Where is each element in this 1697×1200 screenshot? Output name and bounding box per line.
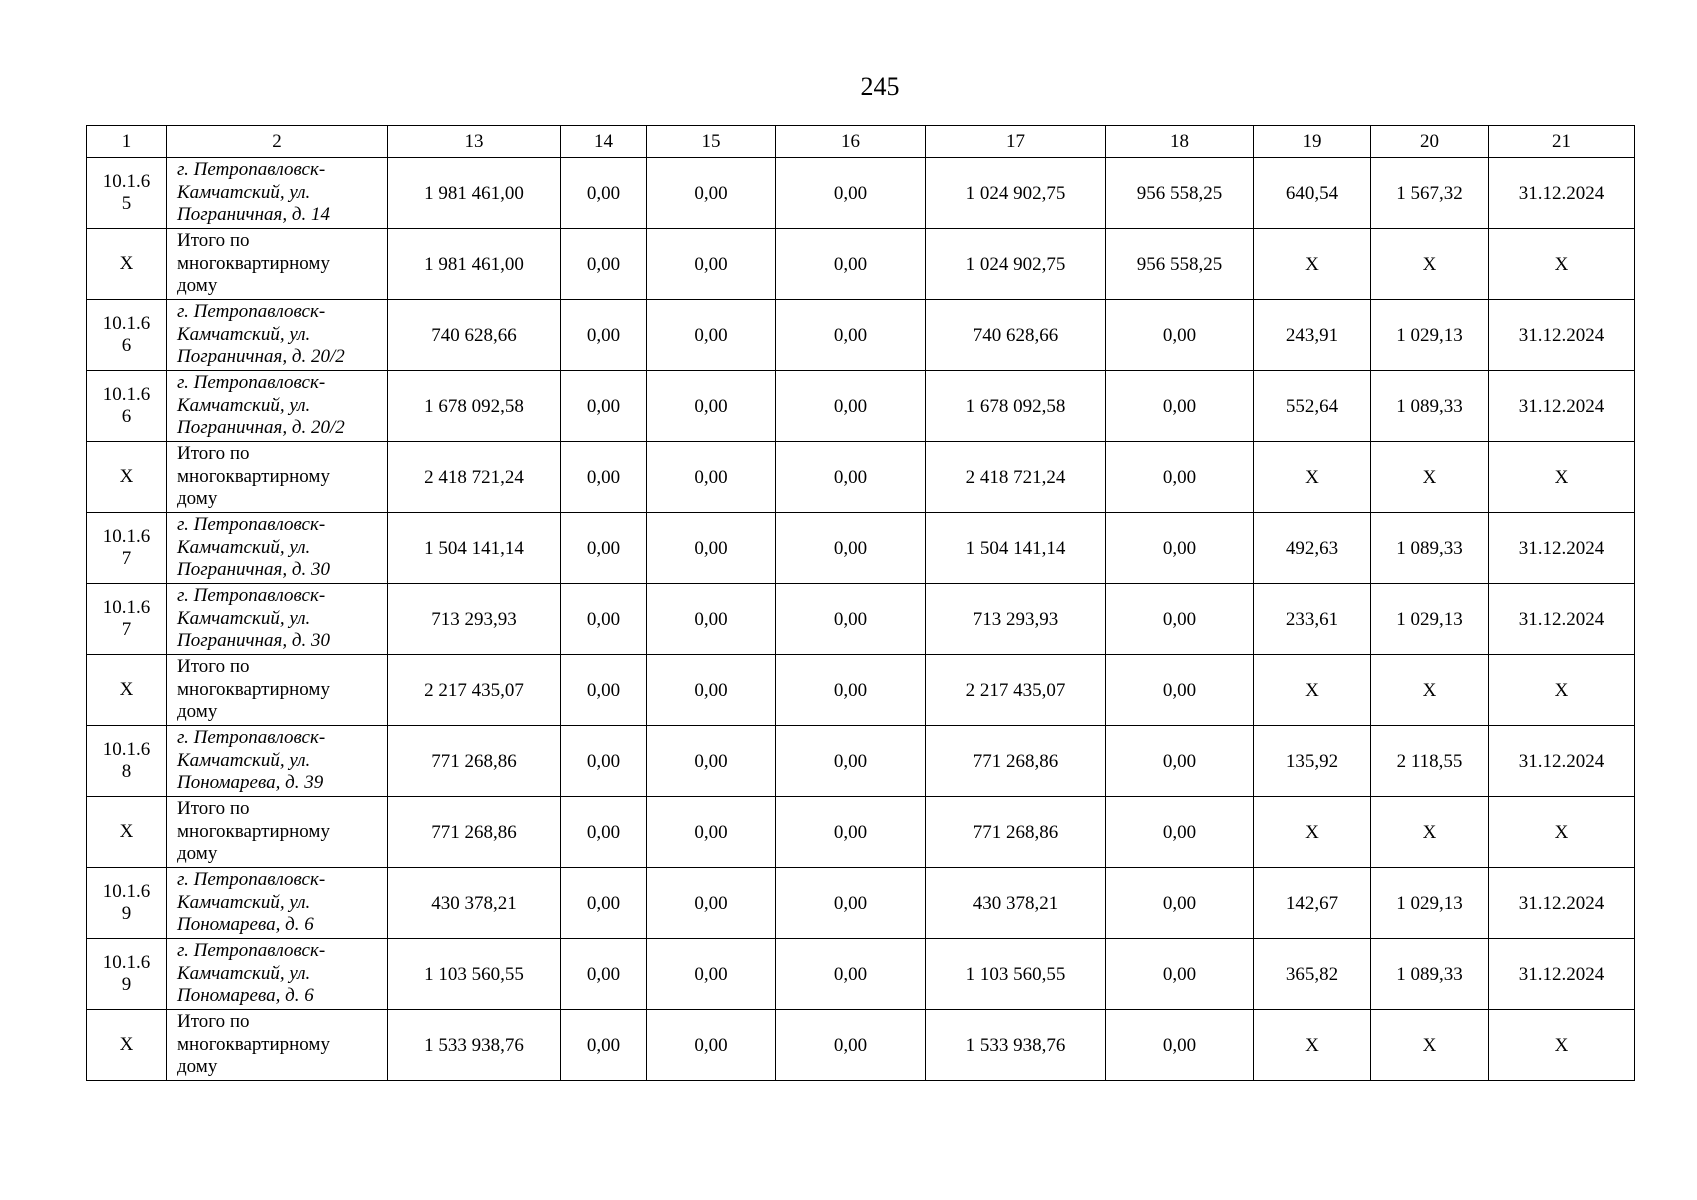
- col-13-cell: 1 981 461,00: [388, 229, 561, 300]
- col-17-cell: 1 678 092,58: [926, 371, 1106, 442]
- col-21-cell: 31.12.2024: [1489, 868, 1635, 939]
- col-16-cell: 0,00: [776, 229, 926, 300]
- col-13-cell: 740 628,66: [388, 300, 561, 371]
- item-code-cell: X: [87, 442, 167, 513]
- col-15-cell: 0,00: [647, 158, 776, 229]
- col-17-cell: 430 378,21: [926, 868, 1106, 939]
- col-19-cell: 492,63: [1254, 513, 1371, 584]
- col-13-cell: 713 293,93: [388, 584, 561, 655]
- total-row: [87, 229, 1635, 300]
- address-cell: г. Петропавловск- Камчатский, ул. Пономарева, д. 39: [167, 726, 388, 797]
- col-20-cell: 1 089,33: [1371, 939, 1489, 1010]
- col-15-cell: 0,00: [647, 229, 776, 300]
- col-15-cell: 0,00: [647, 655, 776, 726]
- col-21-cell: 31.12.2024: [1489, 158, 1635, 229]
- col-20-cell: X: [1371, 1010, 1489, 1081]
- col-14-cell: 0,00: [561, 229, 647, 300]
- col-21-cell: 31.12.2024: [1489, 513, 1635, 584]
- col-17-cell: 2 418 721,24: [926, 442, 1106, 513]
- col-13-cell: 430 378,21: [388, 868, 561, 939]
- col-17-cell: 1 024 902,75: [926, 229, 1106, 300]
- col-15-cell: 0,00: [647, 584, 776, 655]
- col-20-cell: X: [1371, 229, 1489, 300]
- column-header-8: 19: [1254, 126, 1371, 158]
- column-header-1: 2: [167, 126, 388, 158]
- address-cell: Итого по многоквартирному дому: [167, 655, 388, 726]
- register-table: [86, 125, 1635, 1081]
- item-code-cell: 10.1.6 6: [87, 300, 167, 371]
- col-18-cell: 0,00: [1106, 797, 1254, 868]
- col-21-cell: 31.12.2024: [1489, 371, 1635, 442]
- address-cell: г. Петропавловск- Камчатский, ул. Пограничная, д. 30: [167, 584, 388, 655]
- item-code-cell: X: [87, 1010, 167, 1081]
- col-19-cell: 142,67: [1254, 868, 1371, 939]
- col-17-cell: 771 268,86: [926, 726, 1106, 797]
- col-18-cell: 0,00: [1106, 371, 1254, 442]
- col-16-cell: 0,00: [776, 158, 926, 229]
- item-code-cell: 10.1.6 9: [87, 868, 167, 939]
- total-row: [87, 442, 1635, 513]
- item-code-cell: X: [87, 797, 167, 868]
- total-row: [87, 655, 1635, 726]
- address-cell: г. Петропавловск- Камчатский, ул. Пограничная, д. 14: [167, 158, 388, 229]
- col-14-cell: 0,00: [561, 726, 647, 797]
- col-15-cell: 0,00: [647, 868, 776, 939]
- table-row: [87, 726, 1635, 797]
- col-20-cell: X: [1371, 797, 1489, 868]
- address-cell: Итого по многоквартирному дому: [167, 229, 388, 300]
- column-header-6: 17: [926, 126, 1106, 158]
- table-row: [87, 300, 1635, 371]
- address-cell: г. Петропавловск- Камчатский, ул. Пономарева, д. 6: [167, 939, 388, 1010]
- col-16-cell: 0,00: [776, 1010, 926, 1081]
- col-19-cell: X: [1254, 797, 1371, 868]
- address-cell: Итого по многоквартирному дому: [167, 442, 388, 513]
- col-19-cell: 243,91: [1254, 300, 1371, 371]
- col-17-cell: 1 504 141,14: [926, 513, 1106, 584]
- col-13-cell: 2 217 435,07: [388, 655, 561, 726]
- col-20-cell: 1 089,33: [1371, 513, 1489, 584]
- col-16-cell: 0,00: [776, 442, 926, 513]
- col-18-cell: 0,00: [1106, 584, 1254, 655]
- col-16-cell: 0,00: [776, 513, 926, 584]
- col-14-cell: 0,00: [561, 513, 647, 584]
- table-row: [87, 868, 1635, 939]
- item-code-cell: 10.1.6 7: [87, 513, 167, 584]
- address-cell: г. Петропавловск- Камчатский, ул. Пограничная, д. 30: [167, 513, 388, 584]
- col-13-cell: 1 981 461,00: [388, 158, 561, 229]
- col-14-cell: 0,00: [561, 1010, 647, 1081]
- col-16-cell: 0,00: [776, 726, 926, 797]
- col-19-cell: X: [1254, 655, 1371, 726]
- col-15-cell: 0,00: [647, 300, 776, 371]
- col-20-cell: X: [1371, 655, 1489, 726]
- address-cell: г. Петропавловск- Камчатский, ул. Пономарева, д. 6: [167, 868, 388, 939]
- col-16-cell: 0,00: [776, 939, 926, 1010]
- col-18-cell: 0,00: [1106, 1010, 1254, 1081]
- col-21-cell: 31.12.2024: [1489, 300, 1635, 371]
- col-13-cell: 1 504 141,14: [388, 513, 561, 584]
- col-18-cell: 0,00: [1106, 939, 1254, 1010]
- col-16-cell: 0,00: [776, 584, 926, 655]
- col-17-cell: 1 103 560,55: [926, 939, 1106, 1010]
- col-19-cell: 552,64: [1254, 371, 1371, 442]
- page-number: 245: [860, 72, 900, 101]
- col-18-cell: 0,00: [1106, 726, 1254, 797]
- col-13-cell: 2 418 721,24: [388, 442, 561, 513]
- col-20-cell: 1 029,13: [1371, 868, 1489, 939]
- col-14-cell: 0,00: [561, 442, 647, 513]
- address-cell: г. Петропавловск- Камчатский, ул. Пограничная, д. 20/2: [167, 300, 388, 371]
- item-code-cell: 10.1.6 9: [87, 939, 167, 1010]
- col-21-cell: X: [1489, 1010, 1635, 1081]
- col-13-cell: 771 268,86: [388, 726, 561, 797]
- address-cell: Итого по многоквартирному дому: [167, 797, 388, 868]
- col-18-cell: 0,00: [1106, 300, 1254, 371]
- table-row: [87, 158, 1635, 229]
- col-21-cell: X: [1489, 229, 1635, 300]
- col-17-cell: 1 024 902,75: [926, 158, 1106, 229]
- col-16-cell: 0,00: [776, 868, 926, 939]
- col-18-cell: 0,00: [1106, 442, 1254, 513]
- col-14-cell: 0,00: [561, 939, 647, 1010]
- col-18-cell: 0,00: [1106, 655, 1254, 726]
- column-header-9: 20: [1371, 126, 1489, 158]
- col-14-cell: 0,00: [561, 158, 647, 229]
- total-row: [87, 797, 1635, 868]
- column-header-5: 16: [776, 126, 926, 158]
- table-row: [87, 939, 1635, 1010]
- col-15-cell: 0,00: [647, 442, 776, 513]
- col-20-cell: 1 029,13: [1371, 300, 1489, 371]
- col-20-cell: 1 089,33: [1371, 371, 1489, 442]
- col-20-cell: 2 118,55: [1371, 726, 1489, 797]
- col-16-cell: 0,00: [776, 300, 926, 371]
- col-17-cell: 713 293,93: [926, 584, 1106, 655]
- col-14-cell: 0,00: [561, 868, 647, 939]
- col-16-cell: 0,00: [776, 797, 926, 868]
- table-row: [87, 513, 1635, 584]
- item-code-cell: 10.1.6 6: [87, 371, 167, 442]
- item-code-cell: 10.1.6 5: [87, 158, 167, 229]
- col-15-cell: 0,00: [647, 1010, 776, 1081]
- item-code-cell: 10.1.6 8: [87, 726, 167, 797]
- col-18-cell: 0,00: [1106, 868, 1254, 939]
- address-cell: г. Петропавловск- Камчатский, ул. Пограничная, д. 20/2: [167, 371, 388, 442]
- col-13-cell: 1 533 938,76: [388, 1010, 561, 1081]
- col-19-cell: X: [1254, 442, 1371, 513]
- col-19-cell: X: [1254, 1010, 1371, 1081]
- col-14-cell: 0,00: [561, 797, 647, 868]
- col-15-cell: 0,00: [647, 371, 776, 442]
- col-18-cell: 0,00: [1106, 513, 1254, 584]
- col-15-cell: 0,00: [647, 726, 776, 797]
- col-17-cell: 771 268,86: [926, 797, 1106, 868]
- col-21-cell: X: [1489, 655, 1635, 726]
- col-18-cell: 956 558,25: [1106, 158, 1254, 229]
- col-13-cell: 771 268,86: [388, 797, 561, 868]
- col-15-cell: 0,00: [647, 513, 776, 584]
- col-15-cell: 0,00: [647, 939, 776, 1010]
- col-15-cell: 0,00: [647, 797, 776, 868]
- col-14-cell: 0,00: [561, 300, 647, 371]
- total-row: [87, 1010, 1635, 1081]
- col-21-cell: 31.12.2024: [1489, 939, 1635, 1010]
- col-20-cell: 1 029,13: [1371, 584, 1489, 655]
- col-17-cell: 1 533 938,76: [926, 1010, 1106, 1081]
- col-16-cell: 0,00: [776, 371, 926, 442]
- col-19-cell: 365,82: [1254, 939, 1371, 1010]
- column-number-row: [87, 126, 1635, 158]
- table-row: [87, 371, 1635, 442]
- item-code-cell: X: [87, 229, 167, 300]
- col-18-cell: 956 558,25: [1106, 229, 1254, 300]
- column-header-0: 1: [87, 126, 167, 158]
- column-header-2: 13: [388, 126, 561, 158]
- col-20-cell: X: [1371, 442, 1489, 513]
- col-14-cell: 0,00: [561, 584, 647, 655]
- col-21-cell: 31.12.2024: [1489, 584, 1635, 655]
- column-header-3: 14: [561, 126, 647, 158]
- col-21-cell: X: [1489, 797, 1635, 868]
- col-20-cell: 1 567,32: [1371, 158, 1489, 229]
- col-19-cell: 640,54: [1254, 158, 1371, 229]
- col-17-cell: 740 628,66: [926, 300, 1106, 371]
- col-19-cell: 135,92: [1254, 726, 1371, 797]
- col-13-cell: 1 103 560,55: [388, 939, 561, 1010]
- table-row: [87, 584, 1635, 655]
- item-code-cell: 10.1.6 7: [87, 584, 167, 655]
- col-16-cell: 0,00: [776, 655, 926, 726]
- col-13-cell: 1 678 092,58: [388, 371, 561, 442]
- address-cell: Итого по многоквартирному дому: [167, 1010, 388, 1081]
- column-header-7: 18: [1106, 126, 1254, 158]
- col-21-cell: 31.12.2024: [1489, 726, 1635, 797]
- col-21-cell: X: [1489, 442, 1635, 513]
- col-14-cell: 0,00: [561, 371, 647, 442]
- col-14-cell: 0,00: [561, 655, 647, 726]
- col-17-cell: 2 217 435,07: [926, 655, 1106, 726]
- column-header-4: 15: [647, 126, 776, 158]
- item-code-cell: X: [87, 655, 167, 726]
- col-19-cell: X: [1254, 229, 1371, 300]
- col-19-cell: 233,61: [1254, 584, 1371, 655]
- column-header-10: 21: [1489, 126, 1635, 158]
